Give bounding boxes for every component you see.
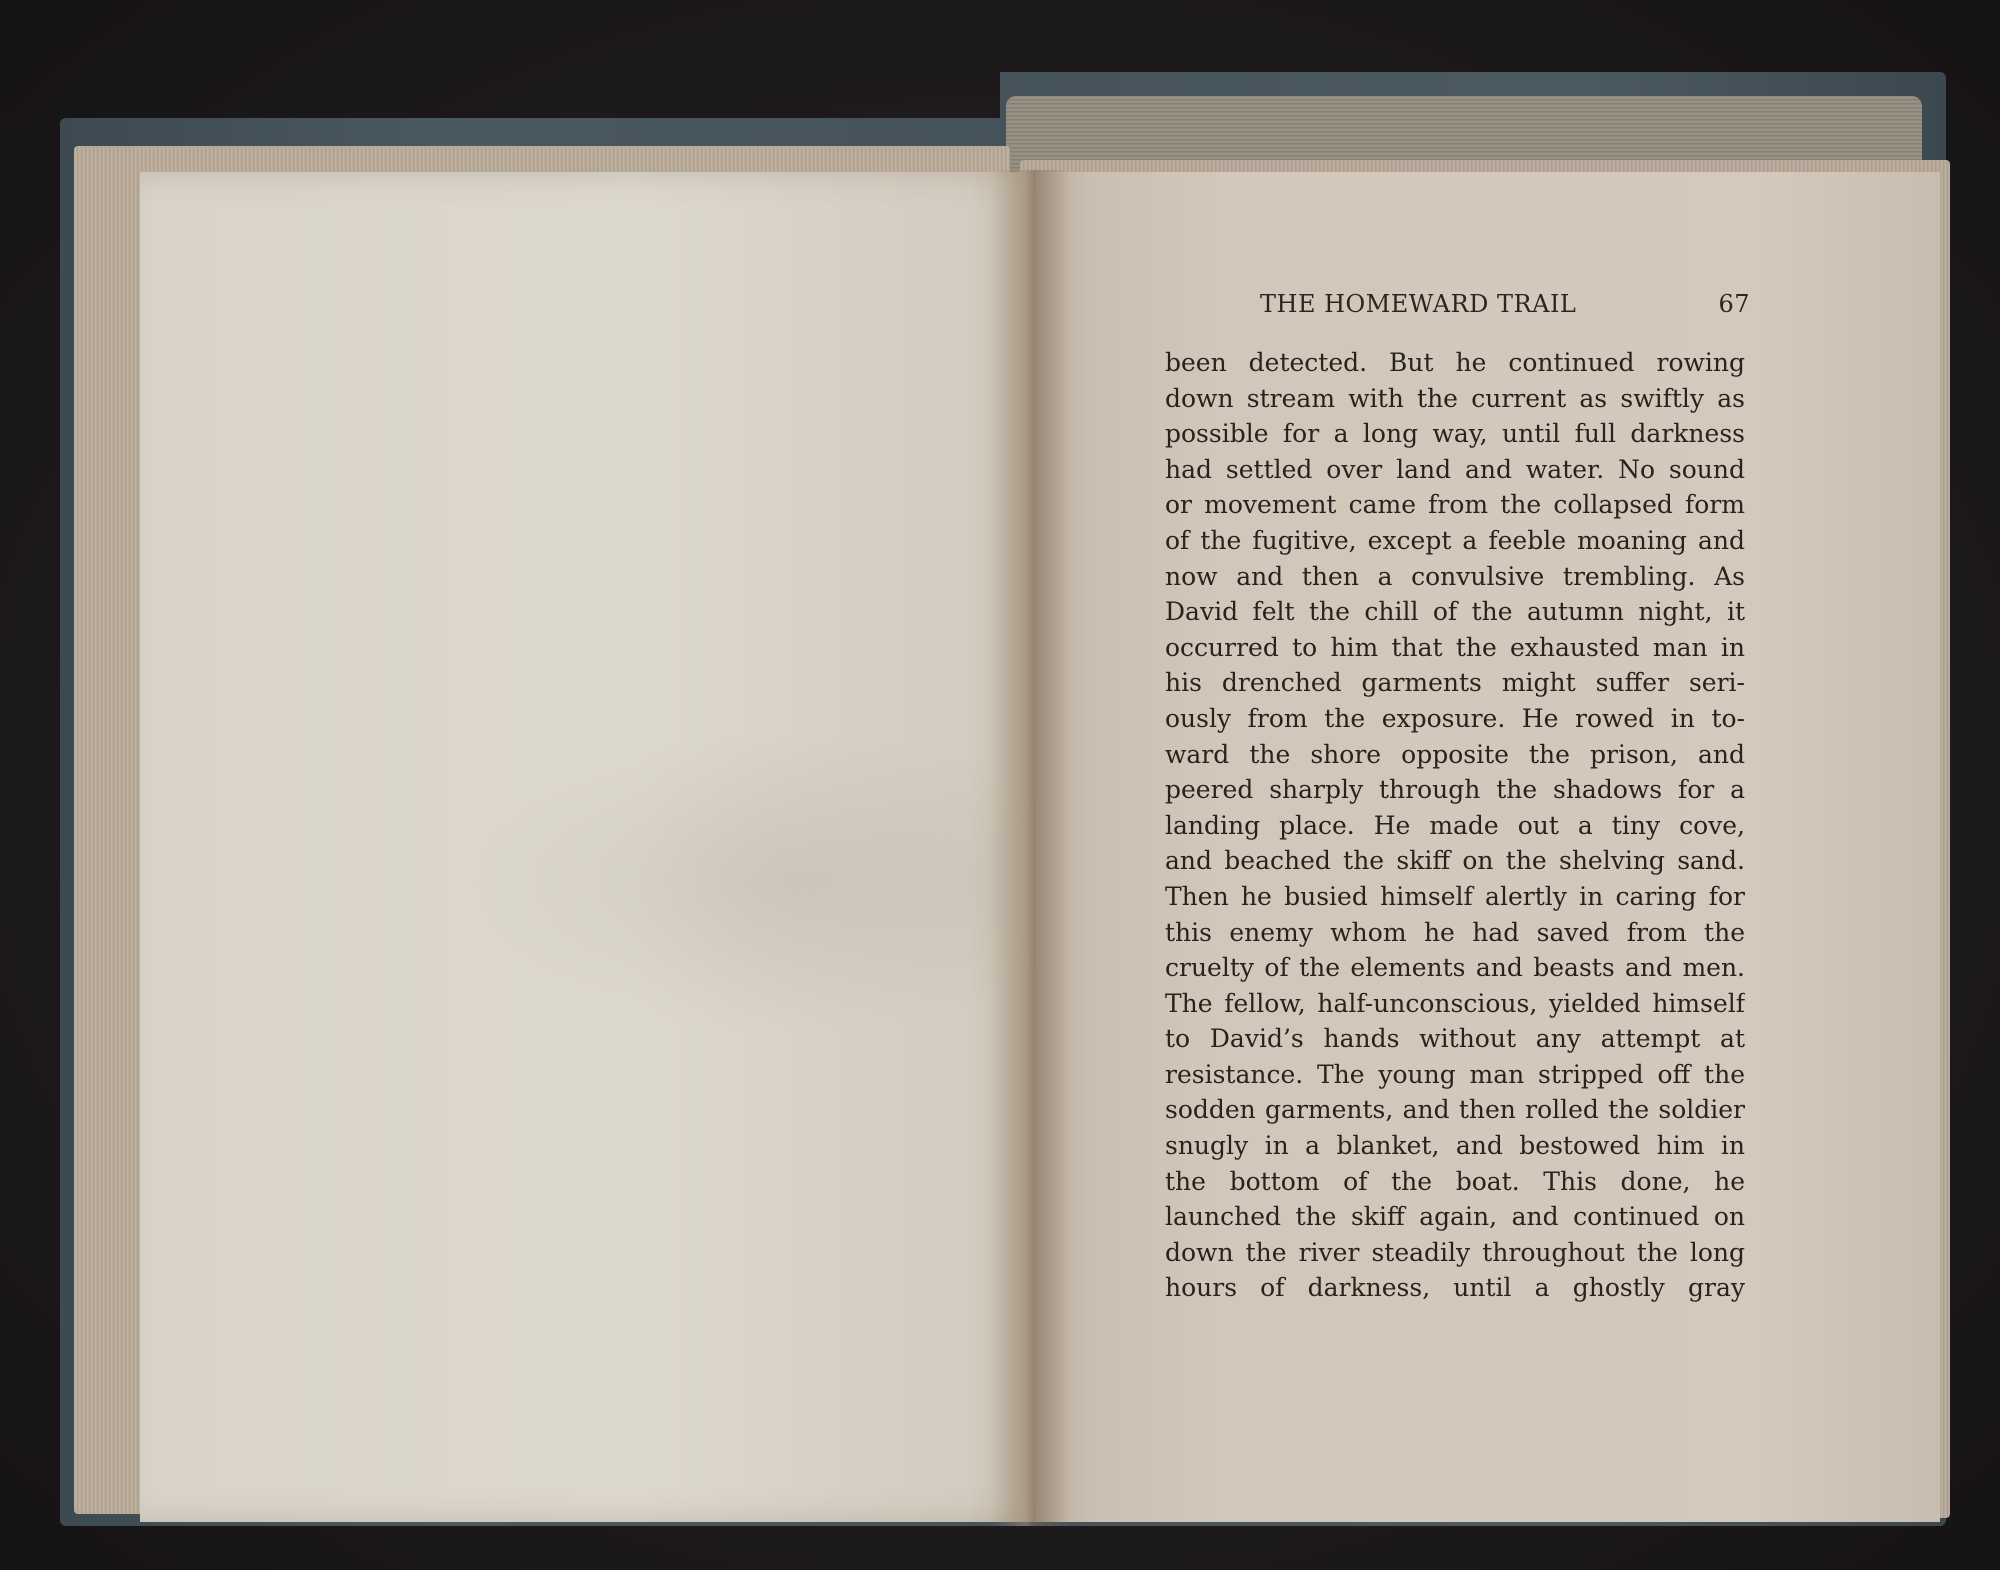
text-line: to David’s hands without any attempt at bbox=[1165, 1024, 1745, 1054]
text-line: the bottom of the boat. This done, he bbox=[1165, 1166, 1745, 1196]
text-line: landing place. He made out a tiny cove, bbox=[1165, 810, 1745, 840]
text-line: peered sharply through the shadows for a bbox=[1165, 775, 1745, 805]
text-line: sodden garments, and then rolled the soldier bbox=[1165, 1095, 1745, 1125]
text-line: and beached the skiff on the shelving sand. bbox=[1165, 846, 1745, 876]
running-head-title: THE HOMEWARD TRAIL bbox=[1260, 290, 1577, 318]
text-line: launched the skiff again, and continued on bbox=[1165, 1202, 1745, 1232]
book-gutter bbox=[990, 170, 1070, 1526]
text-line: this enemy whom he had saved from the bbox=[1165, 917, 1745, 947]
text-line: had settled over land and water. No sound bbox=[1165, 454, 1745, 484]
text-line: ously from the exposure. He rowed in to- bbox=[1165, 703, 1745, 733]
text-line: cruelty of the elements and beasts and men. bbox=[1165, 953, 1745, 983]
text-line: Then he busied himself alertly in caring for bbox=[1165, 881, 1745, 911]
page-number: 67 bbox=[1718, 290, 1750, 318]
text-line: down stream with the current as swiftly as bbox=[1165, 383, 1745, 413]
text-line: been detected. But he continued rowing bbox=[1165, 348, 1745, 377]
text-line: possible for a long way, until full darkness bbox=[1165, 419, 1745, 449]
text-line: his drenched garments might suffer seri- bbox=[1165, 668, 1745, 698]
body-text bbox=[1165, 345, 1745, 1306]
text-line: snugly in a blanket, and bestowed him in bbox=[1165, 1131, 1745, 1161]
text-line: The fellow, half-unconscious, yielded himself bbox=[1165, 988, 1745, 1018]
text-line: ward the shore opposite the prison, and bbox=[1165, 739, 1745, 769]
text-line: David felt the chill of the autumn night, it bbox=[1165, 597, 1745, 627]
text-line: occurred to him that the exhausted man in bbox=[1165, 632, 1745, 662]
text-line: resistance. The young man stripped off the bbox=[1165, 1059, 1745, 1089]
text-line: hours of darkness, until a ghostly gray bbox=[1165, 1273, 1745, 1303]
text-line: down the river steadily throughout the long bbox=[1165, 1237, 1745, 1267]
text-line: or movement came from the collapsed form bbox=[1165, 490, 1745, 520]
left-page bbox=[140, 172, 1040, 1522]
text-line: now and then a convulsive trembling. As bbox=[1165, 561, 1745, 591]
text-line: of the fugitive, except a feeble moaning and bbox=[1165, 525, 1745, 555]
running-head bbox=[1260, 290, 1750, 318]
